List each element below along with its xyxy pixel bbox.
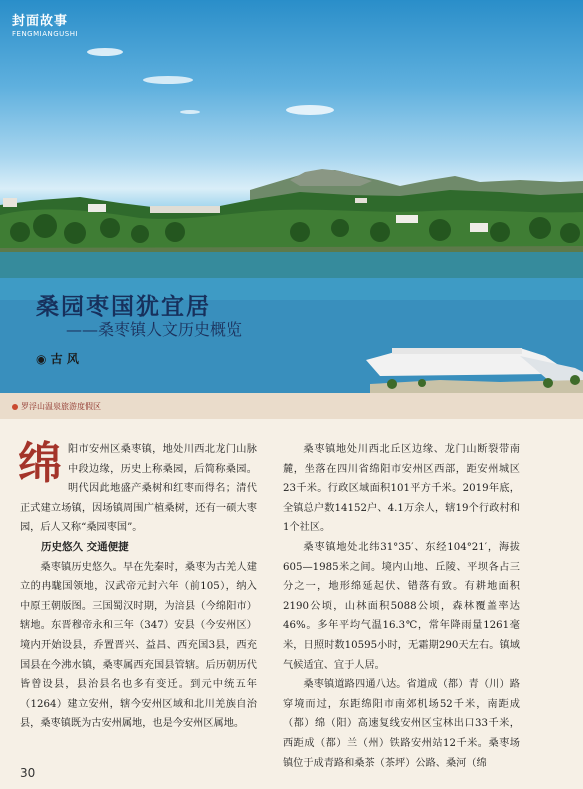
history-paragraph: 桑枣镇历史悠久。早在先秦时，桑枣为古羌人建立的冉駹国领地，汉武帝元封六年（前105），纳入中原王朝版图。三国蜀汉时期，为涪县（今绵阳市）辖地。东晋穆帝永和三年（347）安县（今安州区）境内开始设县，乔置晋兴、益昌、西充国3县，西充国县在今沸水镇，桑枣属西充国县管辖。后历朝历代皆曾设县，县治县名也多有变迁。到元中统五年（1264）建立安州，辖今安州区域和北川羌族自治县，桑枣镇既为古安州属地，也是今安州区属地。 (20, 561, 257, 730)
transport-paragraph: 桑枣镇道路四通八达。省道成（都）青（川）路穿境而过，东距绵阳市南郊机场52千米，南距成（都）绵（阳）高速复线安州区宝林出口33千米，西距成（都）兰（州）铁路安州站12千米。桑枣场镇位于成青路和桑茶（茶坪）公路、桑河（绵 (283, 679, 520, 769)
geography-paragraph: 桑枣镇地处北纬31°35′、东经104°21′，海拔605—1985米之间。境内山地、丘陵、平坝各占三分之一，地形绵延起伏、错落有致。有耕地面积2190公顷，山林面积5088公顷，森林覆盖率达46%。多年平均气温16.3℃，常年降雨量1261毫米，日照时数10595小时，无霜期290天左右。镇域气候适宜、宜于人居。 (283, 541, 520, 671)
location-paragraph: 桑枣镇地处川西北丘区边缘、龙门山断裂带南麓，坐落在四川省绵阳市安州区西部，距安州城区23千米。行政区域面积101平方千米。2019年底，全镇总户数14152户、4.1万余人，辖19个行政村和1个社区。 (283, 444, 520, 534)
intro-text: 阳市安州区桑枣镇，地处川西北龙门山脉中段边缘，历史上称桑园，后简称桑园。明代因此地盛产桑树和红枣而得名；清代正式建立场镇，因场镇周围广植桑树，还有一硕大枣园，后人又称“桑园枣国”。 (20, 444, 257, 534)
column-name-pinyin: FENGMIANGUSHI (12, 30, 79, 38)
hero-photo (0, 0, 583, 393)
section-heading: 历史悠久 交通便捷 (41, 540, 129, 553)
page-number: 30 (20, 766, 36, 780)
bullet-icon (12, 404, 18, 410)
photo-caption-text: 罗浮山温泉旅游度假区 (21, 402, 101, 411)
right-column (283, 440, 520, 773)
left-column (20, 440, 257, 734)
intro-paragraph (20, 440, 257, 538)
article-title: 桑园枣国犹宜居 (36, 293, 211, 320)
column-tag (12, 10, 78, 38)
drop-cap: 绵 (18, 438, 62, 489)
article-author: ◉ 古 风 (36, 352, 79, 366)
photo-caption (12, 401, 101, 412)
article-subtitle: ——桑枣镇人文历史概览 (66, 320, 243, 339)
column-name: 封面故事 (12, 14, 69, 29)
